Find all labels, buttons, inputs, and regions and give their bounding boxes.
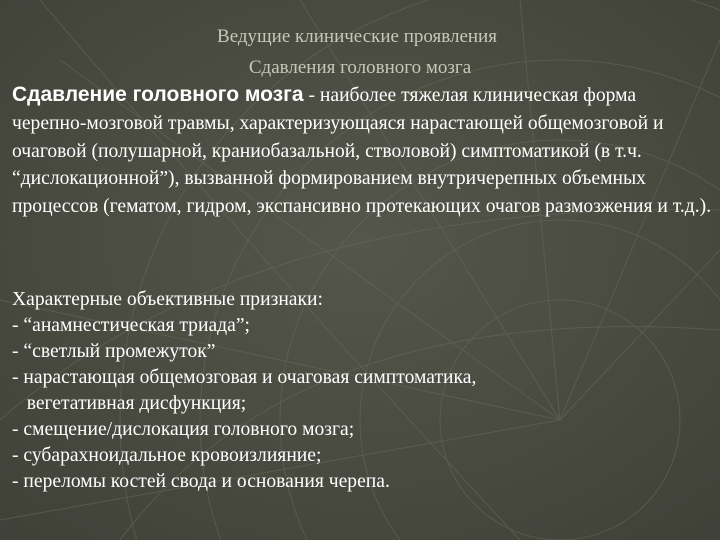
list-item: - переломы костей свода и основания черепа. — [12, 471, 390, 492]
definition-term: Сдавление головного мозга — [12, 83, 304, 106]
slide-title-line-2: Сдавления головного мозга — [248, 57, 472, 78]
definition-paragraph — [12, 81, 714, 221]
list-item: - субарахноидальное кровоизлияние; — [12, 445, 322, 466]
list-item: вегетативная дисфункция; — [12, 393, 247, 414]
slide-title-line-1: Ведущие клинические проявления — [217, 26, 497, 47]
list-item: - смещение/дислокация головного мозга; — [12, 419, 355, 440]
list-item: - “анамнестическая триада”; — [12, 315, 250, 336]
signs-heading: Характерные объективные признаки: — [12, 289, 323, 310]
signs-list — [12, 313, 712, 495]
definition-text: - наиболее тяжелая клиническая форма черепно-мозговой травмы, характеризующаяся нарастающей общемозговой и очаговой (полушарной, краниобазальной, стволовой) симптоматикой (в т.ч. “дислокационной”), вызванной формированием внутричерепных объемных процессов (гематом, гидром, экспансивно протекающих очагов размозжения и т.д.). — [12, 85, 712, 218]
list-item: - “светлый промежуток” — [12, 341, 216, 362]
list-item: - нарастающая общемозговая и очаговая симптоматика, — [12, 367, 477, 388]
